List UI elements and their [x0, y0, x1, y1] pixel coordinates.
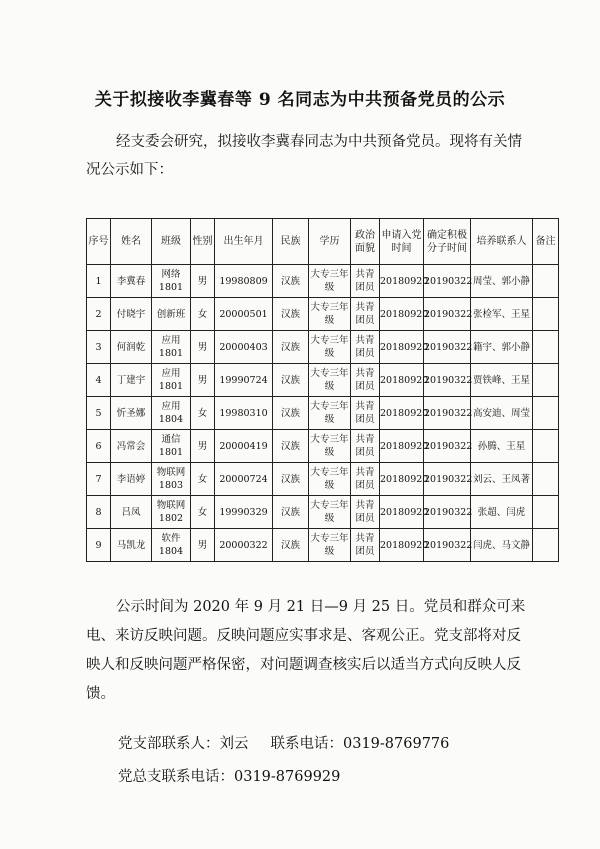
table-cell: 4	[87, 364, 111, 397]
table-cell: 应用1801	[152, 364, 191, 397]
table-cell: 20190322	[424, 430, 471, 463]
header-cell: 序号	[87, 219, 111, 265]
table-cell: 共青团员	[351, 265, 380, 298]
table-cell: 女	[191, 298, 215, 331]
table-cell	[533, 430, 559, 463]
table-cell	[533, 397, 559, 430]
table-cell: 大专三年级	[309, 529, 351, 562]
table-cell: 汉族	[273, 364, 309, 397]
branch-contact-person: 刘云	[219, 736, 249, 752]
table-cell: 20000322	[215, 529, 273, 562]
table-cell: 20000419	[215, 430, 273, 463]
table-cell: 大专三年级	[309, 430, 351, 463]
table-cell: 20190322	[424, 331, 471, 364]
table-cell: 2	[87, 298, 111, 331]
table-cell: 软件1804	[152, 529, 191, 562]
table-cell: 20000724	[215, 463, 273, 496]
table-cell: 1	[87, 265, 111, 298]
table-cell: 20190322	[424, 265, 471, 298]
table-cell: 男	[191, 331, 215, 364]
general-phone: 0319-8769929	[234, 769, 341, 785]
table-row	[87, 298, 559, 331]
table-cell: 闫虎、马文静	[471, 529, 533, 562]
general-contact-line	[118, 765, 340, 786]
header-cell: 学历	[309, 219, 351, 265]
table-cell: 3	[87, 331, 111, 364]
branch-phone: 0319-8769776	[343, 736, 450, 752]
branch-phone-label: 联系电话：	[270, 736, 343, 752]
table-cell: 籍宇、郭小静	[471, 331, 533, 364]
table-cell: 男	[191, 430, 215, 463]
intro-paragraph	[86, 128, 526, 184]
header-cell: 确定积极分子时间	[424, 219, 471, 265]
table-cell: 周莹、郭小静	[471, 265, 533, 298]
table-cell: 共青团员	[351, 496, 380, 529]
table-cell: 20180920	[380, 529, 424, 562]
table-cell: 大专三年级	[309, 265, 351, 298]
table-cell: 20190322	[424, 496, 471, 529]
table-cell: 汉族	[273, 331, 309, 364]
table-cell: 物联网1803	[152, 463, 191, 496]
table-cell: 马凯龙	[111, 529, 152, 562]
table-cell: 20190322	[424, 364, 471, 397]
table-cell: 高安迪、周莹	[471, 397, 533, 430]
table-row	[87, 496, 559, 529]
table-cell: 汉族	[273, 397, 309, 430]
table-cell: 7	[87, 463, 111, 496]
table-cell: 张检军、王星	[471, 298, 533, 331]
table-cell: 共青团员	[351, 331, 380, 364]
table-cell: 孙腾、王星	[471, 430, 533, 463]
table-cell: 20180920	[380, 331, 424, 364]
branch-contact-label: 党支部联系人：	[118, 736, 220, 752]
table-cell: 20180920	[380, 430, 424, 463]
table-cell: 9	[87, 529, 111, 562]
table-cell: 李冀春	[111, 265, 152, 298]
page-title: 关于拟接收李冀春等 9 名同志为中共预备党员的公示	[94, 90, 506, 110]
table-cell: 8	[87, 496, 111, 529]
branch-contact-line	[118, 732, 449, 753]
table-cell	[533, 265, 559, 298]
notice-text: 公示时间为 2020 年 9 月 21 日—9 月 25 日。党员和群众可来电、来访反映问题。反映问题应实事求是、客观公正。党支部将对反映人和反映问题严格保密，对问题调查核实后以适当方式向反映人反馈。	[86, 599, 526, 702]
table-cell: 汉族	[273, 463, 309, 496]
table-cell: 大专三年级	[309, 496, 351, 529]
table-cell: 应用1801	[152, 331, 191, 364]
table-cell: 贾铁峰、王星	[471, 364, 533, 397]
table-cell: 6	[87, 430, 111, 463]
header-cell: 民族	[273, 219, 309, 265]
table-cell: 20180920	[380, 298, 424, 331]
header-cell: 班级	[152, 219, 191, 265]
table-cell	[533, 463, 559, 496]
table-cell: 男	[191, 364, 215, 397]
header-cell: 备注	[533, 219, 559, 265]
header-cell: 姓名	[111, 219, 152, 265]
table-cell: 汉族	[273, 265, 309, 298]
table-cell: 大专三年级	[309, 298, 351, 331]
notice-paragraph	[86, 593, 526, 709]
table-cell: 20180920	[380, 496, 424, 529]
table-cell: 共青团员	[351, 298, 380, 331]
table-cell: 女	[191, 463, 215, 496]
table-cell: 大专三年级	[309, 463, 351, 496]
table-cell: 汉族	[273, 430, 309, 463]
candidate-table	[86, 218, 559, 562]
table-cell: 共青团员	[351, 529, 380, 562]
header-cell: 性别	[191, 219, 215, 265]
table-cell: 20190322	[424, 463, 471, 496]
table-cell: 忻圣娜	[111, 397, 152, 430]
table-cell: 20000501	[215, 298, 273, 331]
table-cell: 19990724	[215, 364, 273, 397]
header-cell: 出生年月	[215, 219, 273, 265]
table-row	[87, 265, 559, 298]
table-row	[87, 364, 559, 397]
table-cell: 网络1801	[152, 265, 191, 298]
table-cell: 汉族	[273, 529, 309, 562]
table-cell: 共青团员	[351, 364, 380, 397]
table-cell: 冯常会	[111, 430, 152, 463]
table-cell: 19990329	[215, 496, 273, 529]
table-cell: 女	[191, 496, 215, 529]
table-cell	[533, 298, 559, 331]
table-header-row	[87, 219, 559, 265]
table-cell: 20180920	[380, 265, 424, 298]
table-cell: 20000403	[215, 331, 273, 364]
table-cell	[533, 364, 559, 397]
table-cell: 汉族	[273, 298, 309, 331]
table-cell: 20190322	[424, 529, 471, 562]
table-cell: 共青团员	[351, 430, 380, 463]
table-cell: 通信1801	[152, 430, 191, 463]
table-cell: 19980809	[215, 265, 273, 298]
table-cell: 吕凤	[111, 496, 152, 529]
table-cell: 20180920	[380, 463, 424, 496]
table-cell: 20190322	[424, 298, 471, 331]
table-row	[87, 430, 559, 463]
table-cell: 付晓宇	[111, 298, 152, 331]
table-cell: 应用1804	[152, 397, 191, 430]
table-cell: 男	[191, 529, 215, 562]
table-cell: 丁建宇	[111, 364, 152, 397]
table-cell: 创新班	[152, 298, 191, 331]
header-cell: 政治面貌	[351, 219, 380, 265]
table-cell	[533, 331, 559, 364]
header-cell: 申请入党时间	[380, 219, 424, 265]
table-cell: 大专三年级	[309, 331, 351, 364]
table-cell: 20190322	[424, 397, 471, 430]
table-cell	[533, 496, 559, 529]
table-cell: 大专三年级	[309, 364, 351, 397]
intro-text: 经支委会研究，拟接收李冀春同志为中共预备党员。现将有关情况公示如下：	[86, 134, 522, 178]
table-row	[87, 331, 559, 364]
table-cell	[533, 529, 559, 562]
table-cell: 5	[87, 397, 111, 430]
header-cell: 培养联系人	[471, 219, 533, 265]
table-cell: 共青团员	[351, 463, 380, 496]
table-cell: 共青团员	[351, 397, 380, 430]
table-cell: 刘云、王凤著	[471, 463, 533, 496]
table-row	[87, 529, 559, 562]
table-cell: 19980310	[215, 397, 273, 430]
general-phone-label: 党总支联系电话：	[118, 769, 234, 785]
table-cell: 物联网1802	[152, 496, 191, 529]
table-body	[87, 265, 559, 562]
table-cell: 女	[191, 397, 215, 430]
table-cell: 何润乾	[111, 331, 152, 364]
table-cell: 张超、闫虎	[471, 496, 533, 529]
table-cell: 男	[191, 265, 215, 298]
table-cell: 20180920	[380, 397, 424, 430]
table-cell: 大专三年级	[309, 397, 351, 430]
table-cell: 20180920	[380, 364, 424, 397]
table-cell: 李语婷	[111, 463, 152, 496]
table-row	[87, 463, 559, 496]
table-row	[87, 397, 559, 430]
table-cell: 汉族	[273, 496, 309, 529]
